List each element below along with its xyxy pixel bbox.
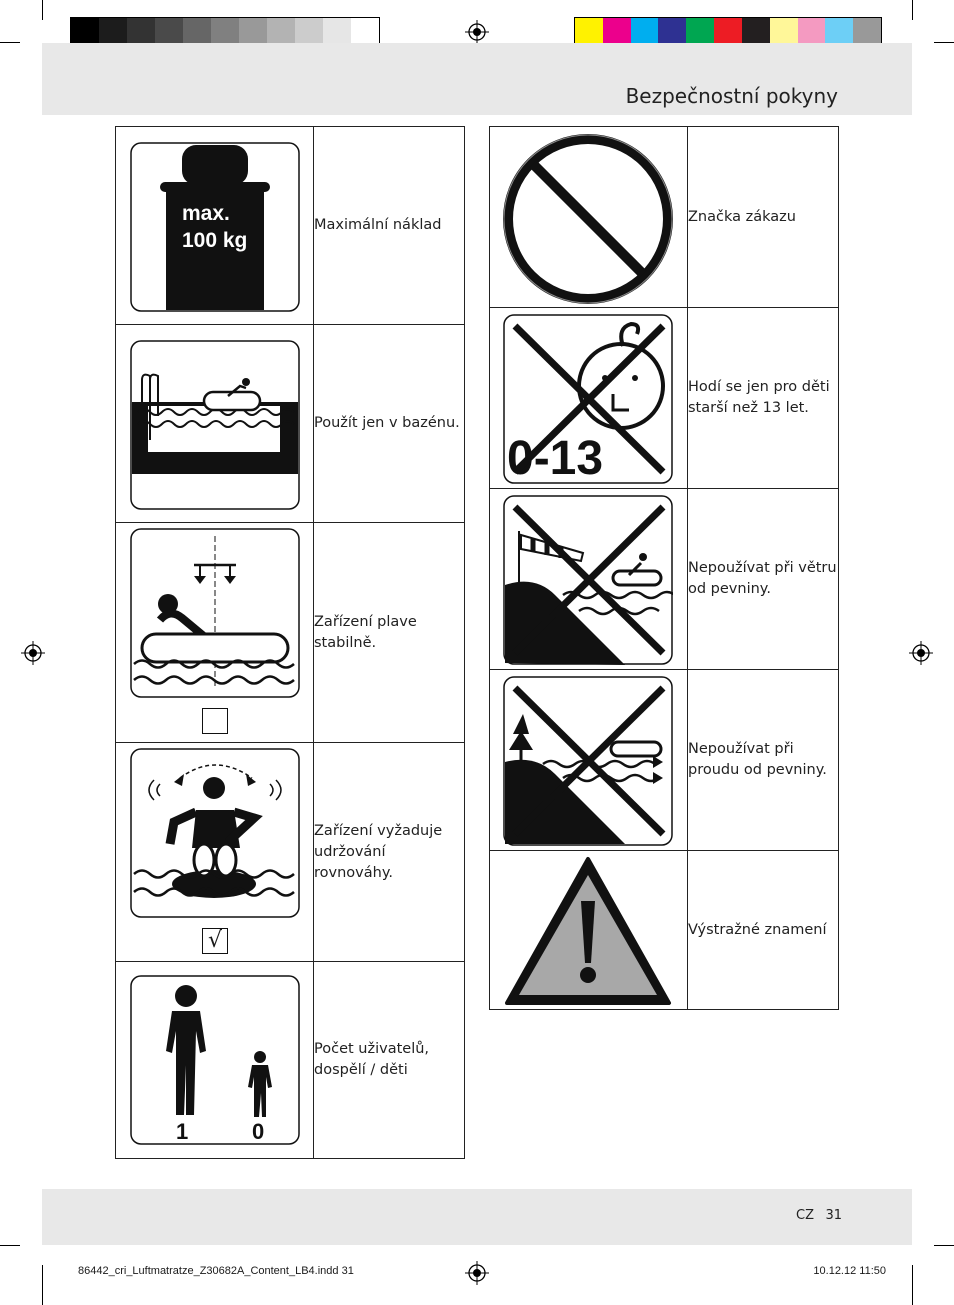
max-load-icon: [130, 142, 300, 312]
user-count-icon: [130, 975, 300, 1145]
footer-band: [42, 1189, 912, 1245]
symbol-cell: [490, 489, 688, 670]
gray-swatch: [71, 18, 99, 46]
symbol-cell: [490, 127, 688, 308]
symbol-label: Zařízení vyžaduje udržování rovnováhy.: [314, 743, 465, 962]
gray-swatch: [211, 18, 239, 46]
color-swatch: [714, 18, 742, 46]
crop-mark: [42, 1265, 43, 1305]
symbol-cell: [116, 325, 314, 523]
symbol-label: Počet uživatelů, dospělí / děti: [314, 962, 465, 1159]
footer-language: CZ: [796, 1208, 814, 1223]
registration-mark-icon: [21, 641, 45, 665]
prohibition-sign-icon: [503, 134, 673, 304]
color-swatch: [770, 18, 798, 46]
symbol-table-left: [115, 126, 465, 1159]
symbol-cell: [490, 308, 688, 489]
max-label: max.: [182, 202, 230, 225]
symbol-cell: [116, 523, 314, 743]
color-swatch: [603, 18, 631, 46]
symbol-cell: [490, 851, 688, 1010]
child-count: 0: [252, 1119, 265, 1144]
stable-float-icon: [130, 528, 300, 698]
gray-swatch: [99, 18, 127, 46]
warning-triangle-icon: [503, 855, 673, 1007]
gray-swatch: [323, 18, 351, 46]
gray-swatch: [183, 18, 211, 46]
symbol-label: Hodí se jen pro děti starší než 13 let.: [688, 308, 839, 489]
weight-label: 100 kg: [182, 229, 248, 252]
balance-required-icon: [130, 748, 300, 918]
crop-mark: [42, 0, 43, 20]
color-swatch: [658, 18, 686, 46]
balance-required-checkbox: √: [202, 928, 228, 954]
registration-mark-icon: [465, 1261, 489, 1285]
color-swatch: [631, 18, 659, 46]
gray-swatch: [295, 18, 323, 46]
symbol-label: Použít jen v bazénu.: [314, 325, 465, 523]
symbol-label: Zařízení plave stabilně.: [314, 523, 465, 743]
symbol-cell: [116, 743, 314, 962]
symbol-label: Nepoužívat při proudu od pevniny.: [688, 670, 839, 851]
symbol-cell: [116, 127, 314, 325]
symbol-label: Maximální náklad: [314, 127, 465, 325]
table-row: [490, 308, 839, 489]
table-row: [490, 670, 839, 851]
color-swatch: [798, 18, 826, 46]
crop-mark: [0, 1245, 20, 1246]
slug-date: 10.12.12 11:50: [813, 1265, 886, 1277]
slug-filename: 86442_cri_Luftmatratze_Z30682A_Content_LB4.indd 31: [78, 1265, 354, 1277]
table-row: [116, 962, 465, 1159]
gray-swatch: [239, 18, 267, 46]
crop-mark: [912, 1265, 913, 1305]
symbol-cell: [116, 962, 314, 1159]
age-restriction-icon: [503, 314, 673, 484]
crop-mark: [0, 42, 20, 43]
symbol-table-right: [489, 126, 839, 1010]
pool-only-icon: [130, 340, 300, 510]
table-row: [116, 743, 465, 962]
color-swatch: [686, 18, 714, 46]
table-row: [490, 127, 839, 308]
table-row: [490, 851, 839, 1010]
color-swatch: [575, 18, 603, 46]
table-row: [116, 127, 465, 325]
page-number: 31: [825, 1208, 842, 1223]
age-range-label: 0-13: [507, 432, 604, 484]
symbol-label: Značka zákazu: [688, 127, 839, 308]
symbol-label: Nepoužívat při větru od pevniny.: [688, 489, 839, 670]
gray-swatch: [155, 18, 183, 46]
table-row: [116, 523, 465, 743]
adult-count: 1: [176, 1119, 189, 1144]
registration-mark-icon: [465, 20, 489, 44]
table-row: [116, 325, 465, 523]
gray-swatch: [351, 18, 379, 46]
color-swatch: [853, 18, 881, 46]
symbol-cell: [490, 670, 688, 851]
no-offshore-current-icon: [503, 676, 673, 846]
color-swatch: [742, 18, 770, 46]
stable-float-checkbox: [202, 708, 228, 734]
crop-mark: [934, 1245, 954, 1246]
no-offshore-wind-icon: [503, 495, 673, 665]
crop-mark: [934, 42, 954, 43]
gray-swatch: [267, 18, 295, 46]
gray-swatch: [127, 18, 155, 46]
crop-mark: [912, 0, 913, 20]
color-swatch: [825, 18, 853, 46]
registration-mark-icon: [909, 641, 933, 665]
page-title: Bezpečnostní pokyny: [625, 84, 838, 108]
symbol-label: Výstražné znamení: [688, 851, 839, 1010]
table-row: [490, 489, 839, 670]
